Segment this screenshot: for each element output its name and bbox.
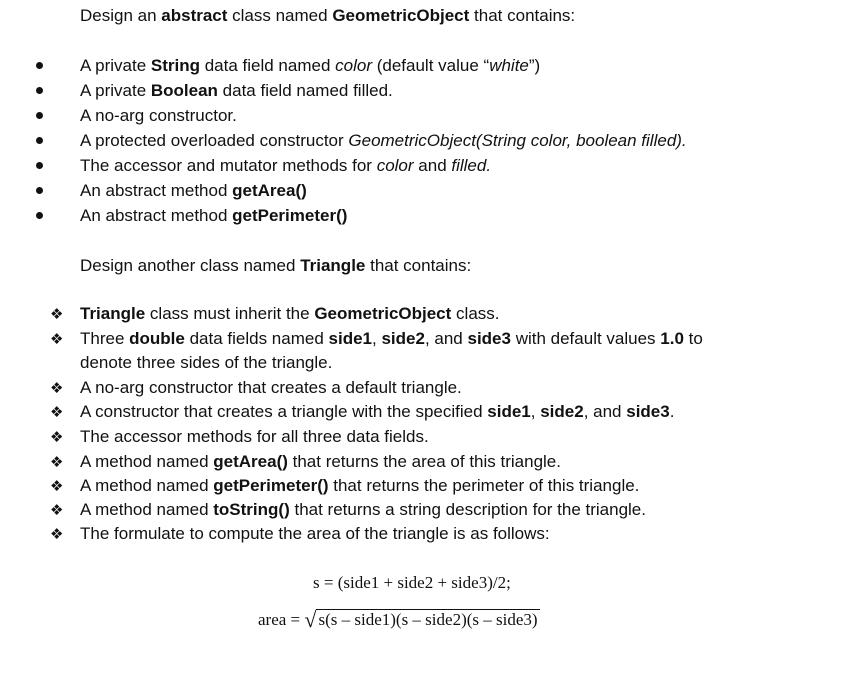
diamond-bullet-icon: ❖ [50, 525, 64, 543]
intro-triangle: Design another class named Triangle that contains: [80, 256, 472, 275]
list-item: The accessor and mutator methods for color and filled. [80, 156, 492, 175]
list-item: The accessor methods for all three data fields. [80, 427, 429, 446]
list-item: Triangle class must inherit the GeometricObject class. [80, 304, 500, 323]
diamond-bullet-icon: ❖ [50, 453, 64, 471]
diamond-bullet-icon: ❖ [50, 305, 64, 323]
square-root-icon: √ [304, 607, 317, 632]
bullet-icon [36, 187, 43, 194]
diamond-bullet-icon: ❖ [50, 403, 64, 421]
bullet-icon [36, 137, 43, 144]
list-item: Three double data fields named side1, side2, and side3 with default values 1.0 to [80, 329, 703, 348]
list-item: A constructor that creates a triangle with the specified side1, side2, and side3. [80, 402, 675, 421]
bullet-icon [36, 212, 43, 219]
list-item: A protected overloaded constructor GeometricObject(String color, boolean filled). [80, 131, 687, 150]
list-item: An abstract method getArea() [80, 181, 307, 200]
bullet-icon [36, 62, 43, 69]
semi-perimeter-formula: s = (side1 + side2 + side3)/2; [313, 573, 511, 592]
bullet-icon [36, 87, 43, 94]
list-item: A method named getPerimeter() that returns the perimeter of this triangle. [80, 476, 640, 495]
list-item: An abstract method getPerimeter() [80, 206, 348, 225]
diamond-bullet-icon: ❖ [50, 477, 64, 495]
diamond-bullet-icon: ❖ [50, 379, 64, 397]
list-item: A private Boolean data field named filled. [80, 81, 393, 100]
list-item: A method named toString() that returns a string description for the triangle. [80, 500, 646, 519]
diamond-bullet-icon: ❖ [50, 428, 64, 446]
list-item: A private String data field named color (default value “white”) [80, 56, 541, 75]
bullet-icon [36, 112, 43, 119]
radicand: s(s – side1)(s – side2)(s – side3) [318, 610, 538, 629]
diamond-bullet-icon: ❖ [50, 330, 64, 348]
list-item-continuation: denote three sides of the triangle. [80, 353, 333, 372]
intro-geometricobject: Design an abstract class named GeometricObject that contains: [80, 6, 576, 25]
list-item: A no-arg constructor. [80, 106, 237, 125]
list-item: A no-arg constructor that creates a default triangle. [80, 378, 462, 397]
list-item: The formulate to compute the area of the triangle is as follows: [80, 524, 550, 543]
area-label: area = [258, 610, 301, 629]
diamond-bullet-icon: ❖ [50, 501, 64, 519]
list-item: A method named getArea() that returns the area of this triangle. [80, 452, 561, 471]
bullet-icon [36, 162, 43, 169]
area-equation [258, 609, 540, 631]
